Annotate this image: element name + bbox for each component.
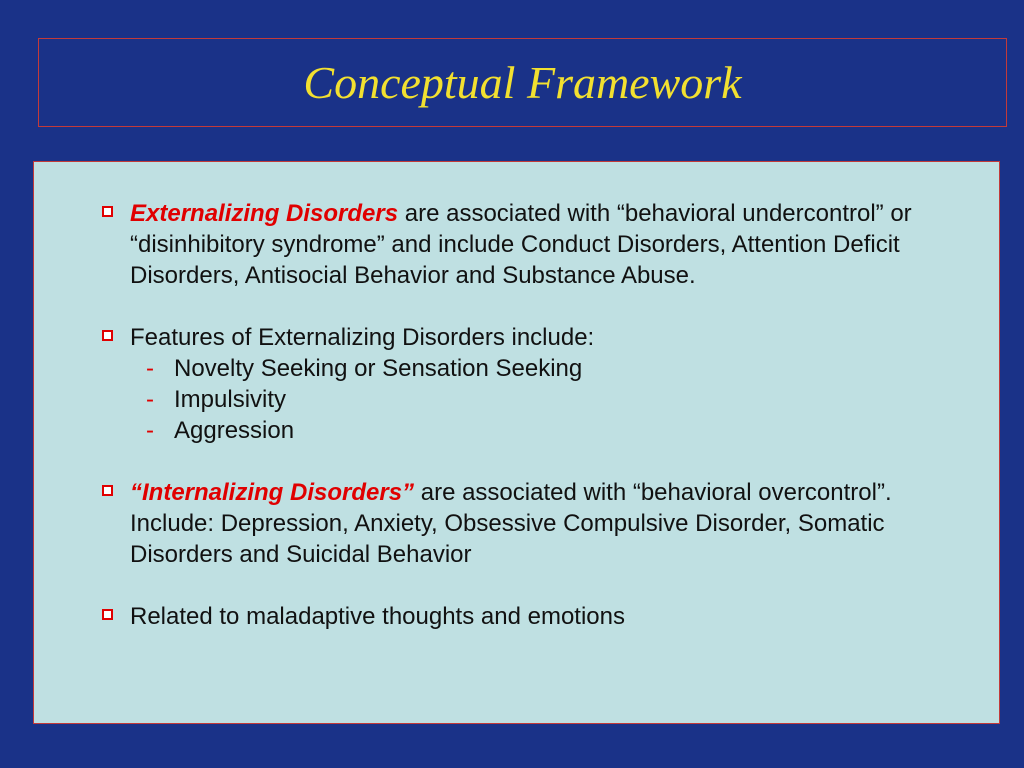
dash-marker: - xyxy=(146,386,154,413)
sublist-item-text: Novelty Seeking or Sensation Seeking xyxy=(174,355,583,382)
sublist-item xyxy=(146,384,976,415)
hollow-square-icon xyxy=(102,330,113,341)
bullet-term: “Internalizing Disorders” xyxy=(130,479,415,506)
sublist-item-text: Aggression xyxy=(174,417,295,444)
content-panel xyxy=(33,161,1000,724)
bullet-features xyxy=(96,322,976,446)
hollow-square-icon xyxy=(102,485,113,496)
sublist-item xyxy=(146,415,976,446)
bullet-text: are associated with “behavioral overcontrol”. Include: Depression, Anxiety, Obsessive Compulsive Disorder, Somatic Disorders and Suicidal Behavior xyxy=(130,479,892,568)
title-bar xyxy=(38,38,1007,127)
bullet-text: are associated with “behavioral undercontrol” or “disinhibitory syndrome” and include Conduct Disorders, Attention Deficit Disorders, Antisocial Behavior and Substance Abuse. xyxy=(130,200,912,289)
sublist-item-text: Impulsivity xyxy=(174,386,287,413)
sublist-item xyxy=(146,353,976,384)
dash-marker: - xyxy=(146,355,154,382)
slide-title: Conceptual Framework xyxy=(303,57,742,108)
bullet-internalizing xyxy=(96,477,976,570)
bullet-term: Externalizing Disorders xyxy=(130,200,399,227)
bullet-list xyxy=(96,198,976,632)
bullet-text: Related to maladaptive thoughts and emotions xyxy=(130,603,625,630)
hollow-square-icon xyxy=(102,206,113,217)
bullet-externalizing xyxy=(96,198,976,291)
feature-sublist xyxy=(130,353,976,446)
bullet-maladaptive xyxy=(96,601,976,632)
dash-marker: - xyxy=(146,417,154,444)
hollow-square-icon xyxy=(102,609,113,620)
bullet-text: Features of Externalizing Disorders include: xyxy=(130,324,595,351)
